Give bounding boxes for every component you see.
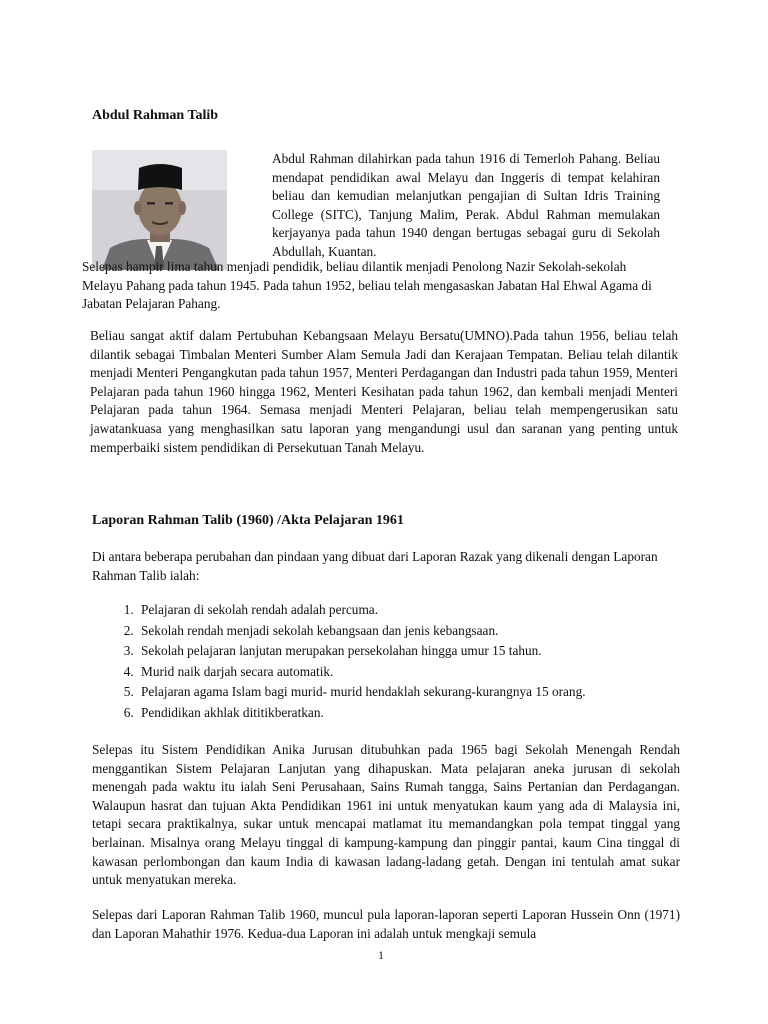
list-item: 5. Pelajaran agama Islam bagi murid- murid hendaklah sekurang-kurangnya 15 orang.	[137, 682, 697, 703]
umno-paragraph: Beliau sangat aktif dalam Pertubuhan Kebangsaan Melayu Bersatu(UMNO).Pada tahun 1956, beliau telah dilantik sebagai Timbalan Menteri Sumber Alam Semula Jadi dan Kerajaan Tempatan. Beliau telah dilantik menjadi Menteri Pengangkutan pada tahun 1957, Menteri Perdagangan dan Industri pada tahun 1959, Menteri Pelajaran pada tahun 1960 hingga 1962, Menteri Kesihatan pada tahun 1962, dan kembali menjadi Menteri Pelajaran pada tahun 1964. Semasa menjadi Menteri Pelajaran, beliau telah mempengerusikan satu jawatankuasa yang menghasilkan satu laporan yang mengandungi usul dan saranan yang penting untuk memperbaiki sistem pendidikan di Persekutuan Tanah Melayu.	[90, 328, 678, 455]
later-reports-paragraph: Selepas dari Laporan Rahman Talib 1960, muncul pula laporan-laporan seperti Laporan Hussein Onn (1971) dan Laporan Mahathir 1976. Kedua-dua Laporan ini adalah untuk mengkaji semula	[92, 907, 680, 941]
list-item: 3. Sekolah pelajaran lanjutan merupakan persekolahan hingga umur 15 tahun.	[137, 641, 697, 662]
section-intro: Di antara beberapa perubahan dan pindaan yang dibuat dari Laporan Razak yang dikenali dengan Laporan Rahman Talib ialah:	[92, 549, 658, 583]
section-heading: Laporan Rahman Talib (1960) /Akta Pelajaran 1961	[92, 513, 404, 528]
portrait-photo	[92, 150, 227, 270]
list-item: 6. Pendidikan akhlak dititikberatkan.	[137, 703, 697, 724]
page-number: 1	[378, 948, 384, 962]
recommendation-list	[112, 600, 697, 724]
career-paragraph: Selepas hampir lima tahun menjadi pendidik, beliau dilantik menjadi Penolong Nazir Sekolah-sekolah Melayu Pahang pada tahun 1945. Pada tahun 1952, beliau telah mengasaskan Jabatan Hal Ehwal Agama di Jabatan Pelajaran Pahang.	[82, 259, 652, 312]
aneka-jurusan-paragraph: Selepas itu Sistem Pendidikan Anika Jurusan ditubuhkan pada 1965 bagi Sekolah Menengah Rendah menggantikan Sistem Pelajaran Lanjutan yang dihapuskan. Mata pelajaran aneka jurusan di sekolah menengah pada waktu itu ialah Seni Perusahaan, Sains Rumah tangga, Sains Pertanian dan Perdagangan. Walaupun hasrat dan tujuan Akta Pendidikan 1961 ini untuk menyatukan kaum yang ada di Malaysia ini, tetapi secara praktikalnya, sukar untuk mencapai matlamat itu memandangkan pola tempat tinggal yang berlainan. Misalnya orang Melayu tinggal di kampung-kampung dan pinggir pantai, kaum Cina tinggal di kawasan perlombongan dan kaum India di kawasan ladang-ladang getah. Dengan ini tentulah amat sukar untuk menyatukan mereka.	[92, 742, 680, 888]
portrait-image	[92, 150, 227, 270]
list-item: 4. Murid naik darjah secara automatik.	[137, 662, 697, 683]
intro-paragraph: Abdul Rahman dilahirkan pada tahun 1916 di Temerloh Pahang. Beliau mendapat pendidikan awal Melayu dan Inggeris di tempat kelahiran beliau dan kemudian melanjutkan pengajian di Sultan Idris Training College (SITC), Tanjung Malim, Perak. Abdul Rahman memulakan kerjayanya pada tahun 1940 dengan bertugas sebagai guru di Sekolah Abdullah, Kuantan.	[272, 151, 660, 259]
list-item: 2. Sekolah rendah menjadi sekolah kebangsaan dan jenis kebangsaan.	[137, 621, 697, 642]
list-item: 1. Pelajaran di sekolah rendah adalah percuma.	[137, 600, 697, 621]
page-title: Abdul Rahman Talib	[92, 108, 219, 123]
